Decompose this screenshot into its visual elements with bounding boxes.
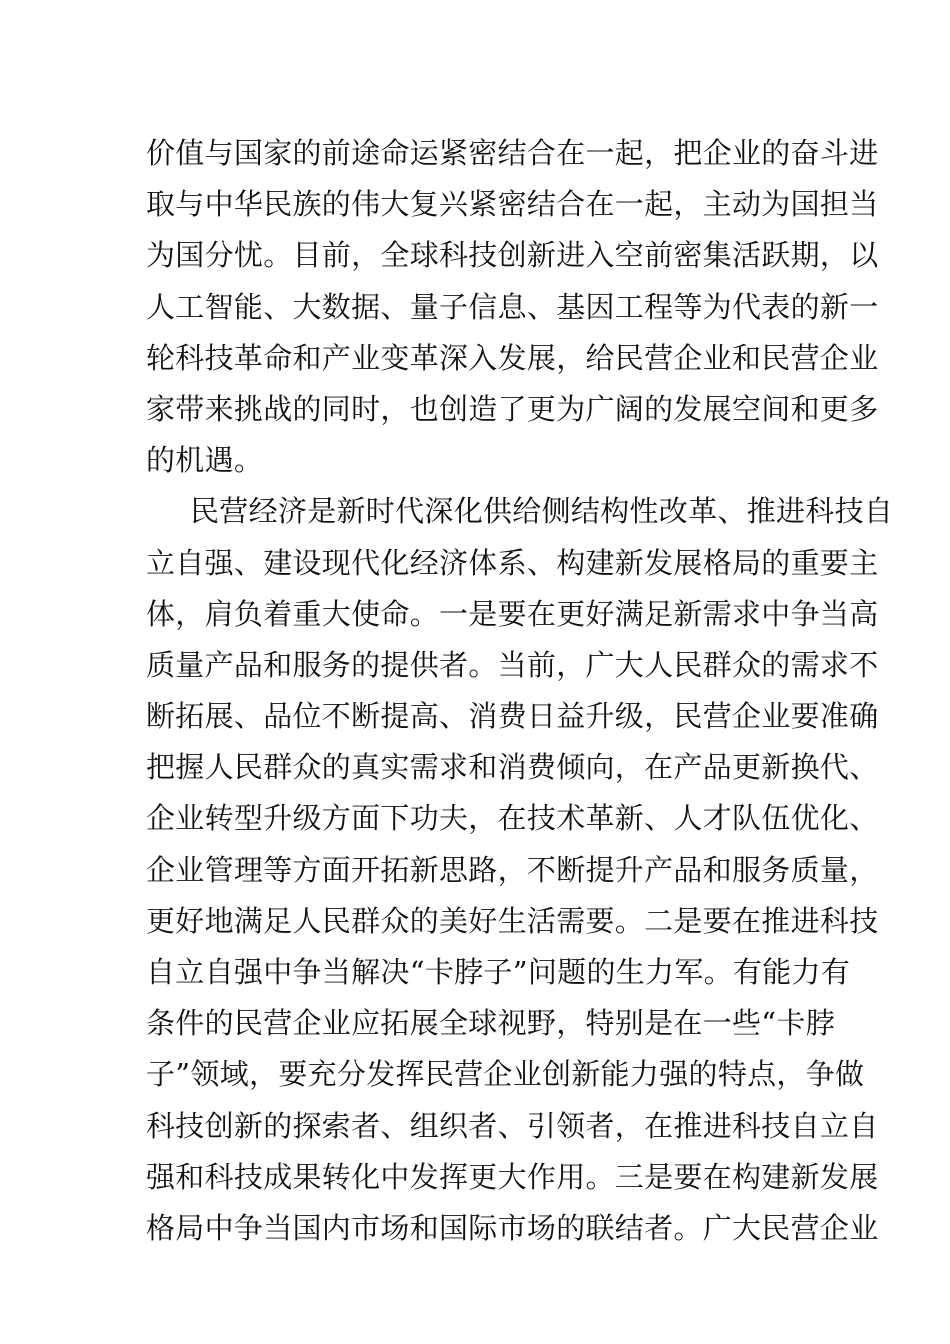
paragraph-line: 强和科技成果转化中发挥更大作用。三是要在构建新发展 <box>146 1159 879 1194</box>
paragraph-line: 人工智能、大数据、量子信息、基因工程等为代表的新一 <box>146 289 879 324</box>
paragraph-line: 民营经济是新时代深化供给侧结构性改革、推进科技自 <box>190 494 894 529</box>
paragraph-line: 企业管理等方面开拓新思路，不断提升产品和服务质量， <box>146 852 879 887</box>
paragraph-line: 条件的民营企业应拓展全球视野，特别是在一些“卡脖 <box>146 1006 836 1041</box>
paragraph-line: 体，肩负着重大使命。一是要在更好满足新需求中争当高 <box>146 596 879 631</box>
paragraph-line: 立自强、建设现代化经济体系、构建新发展格局的重要主 <box>146 545 879 580</box>
paragraph-line: 价值与国家的前途命运紧密结合在一起，把企业的奋斗进 <box>146 136 879 170</box>
paragraph-line: 家带来挑战的同时，也创造了更为广阔的发展空间和更多 <box>146 391 879 426</box>
paragraph-line: 格局中争当国内市场和国际市场的联结者。广大民营企业 <box>146 1210 879 1245</box>
paragraph-1 <box>146 131 879 489</box>
paragraph-line: 断拓展、品位不断提高、消费日益升级，民营企业要准确 <box>146 699 879 734</box>
paragraph-line: 科技创新的探索者、组织者、引领者，在推进科技自立自 <box>146 1108 879 1143</box>
paragraph-line: 子”领域，要充分发挥民营企业创新能力强的特点，争做 <box>146 1057 865 1092</box>
paragraph-line: 为国分忧。目前，全球科技创新进入空前密集活跃期，以 <box>146 238 879 273</box>
paragraph-line: 企业转型升级方面下功夫，在技术革新、人才队伍优化、 <box>146 801 879 836</box>
paragraph-line: 自立自强中争当解决“卡脖子”问题的生力军。有能力有 <box>146 955 851 989</box>
paragraph-line: 更好地满足人民群众的美好生活需要。二是要在推进科技 <box>146 903 879 938</box>
paragraph-line: 轮科技革命和产业变革深入发展，给民营企业和民营企业 <box>146 340 879 375</box>
paragraph-line: 把握人民群众的真实需求和消费倾向，在产品更新换代、 <box>146 750 879 785</box>
paragraph-line: 质量产品和服务的提供者。当前，广大人民群众的需求不 <box>146 647 879 682</box>
paragraph-line: 的机遇。 <box>146 443 264 478</box>
document-body <box>146 131 894 1257</box>
paragraph-2 <box>146 489 894 1257</box>
paragraph-line: 取与中华民族的伟大复兴紧密结合在一起，主动为国担当 <box>146 187 879 222</box>
